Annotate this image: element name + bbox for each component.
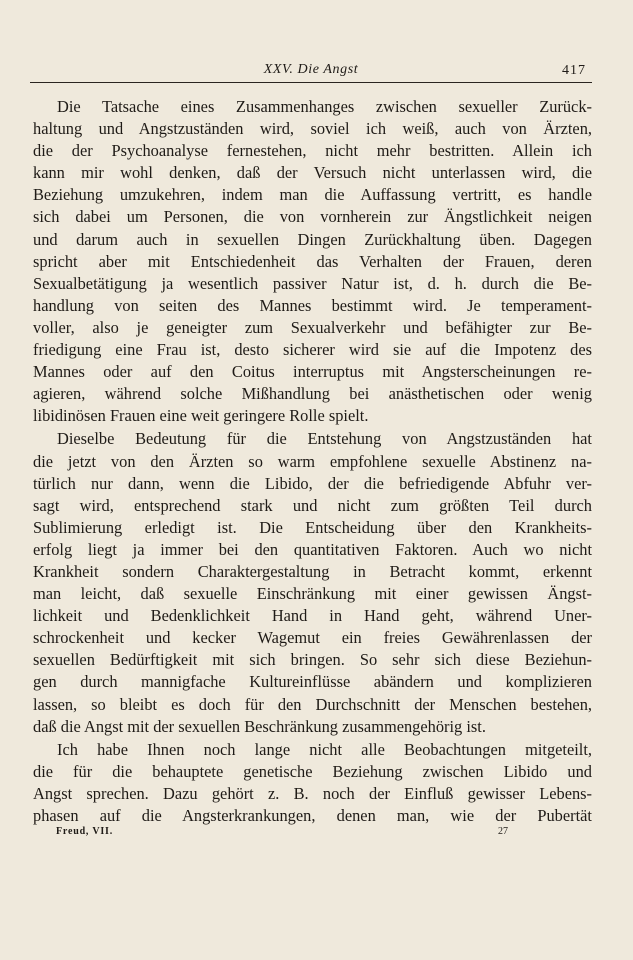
text-line: lichkeit und Bedenklichkeit Hand in Hand geht, während Uner- bbox=[33, 606, 592, 626]
text-line: handlung von seiten des Mannes bestimmt wird. Je temperament- bbox=[33, 295, 592, 315]
text-line: sich dabei um Personen, die von vornherein zur Ängstlichkeit neigen bbox=[33, 207, 592, 227]
paragraph bbox=[33, 428, 592, 737]
text-line: phasen auf die Angsterkrankungen, denen man, wie der Pubertät bbox=[33, 806, 592, 825]
text-line: Krankheit sondern Charaktergestaltung in Betracht kommt, erkennt bbox=[33, 561, 592, 581]
text-line: kann mir wohl denken, daß der Versuch nicht unterlassen wird, die bbox=[33, 163, 592, 183]
text-line: Sexualbetätigung ja wesentlich passiver Natur ist, d. h. durch die Be- bbox=[33, 273, 592, 293]
sheet-number: 27 bbox=[498, 826, 508, 837]
text-line: Beziehung umzukehren, indem man die Auffassung vertritt, es handle bbox=[33, 185, 592, 205]
body-text bbox=[33, 96, 592, 828]
text-line: die für die behauptete genetische Beziehung zwischen Libido und bbox=[33, 761, 592, 781]
text-line: die jetzt von den Ärzten so warm empfohlene sexuelle Abstinenz na- bbox=[33, 451, 592, 471]
text-line: daß die Angst mit der sexuellen Beschränkung zusammengehörig ist. bbox=[33, 716, 486, 736]
paragraph bbox=[33, 96, 592, 427]
text-line: schrockenheit und kecker Wagemut ein freies Gewährenlassen der bbox=[33, 628, 592, 648]
running-head bbox=[30, 58, 592, 83]
chapter-title: XXV. Die Angst bbox=[263, 62, 359, 77]
text-line: voller, also je geneigter zum Sexualverkehr und befähigter zur Be- bbox=[33, 317, 592, 337]
text-line: türlich nur dann, wenn die Libido, der die befriedigende Abfuhr ver- bbox=[33, 473, 592, 493]
text-line: libidinösen Frauen eine weit geringere Rolle spielt. bbox=[33, 406, 369, 426]
text-line: Die Tatsache eines Zusammenhanges zwischen sexueller Zurück- bbox=[57, 97, 592, 116]
text-line: die der Psychoanalyse fernestehen, nicht mehr bestritten. Allein ich bbox=[33, 141, 592, 161]
text-line: sagt wird, entsprechend stark und nicht zum größten Teil durch bbox=[33, 495, 592, 515]
page-number: 417 bbox=[562, 63, 586, 78]
text-line: erfolg liegt ja immer bei den quantitativen Faktoren. Auch wo nicht bbox=[33, 539, 592, 559]
text-line: haltung und Angstzuständen wird, soviel ich weiß, auch von Ärzten, bbox=[33, 119, 592, 139]
text-line: sexuellen Bedürftigkeit mit sich bringen. So sehr sich diese Beziehun- bbox=[33, 650, 592, 670]
text-line: friedigung eine Frau ist, desto sicherer wird sie auf die Impotenz des bbox=[33, 340, 592, 360]
text-line: Mannes oder auf den Coitus interruptus mit Angsterscheinungen re- bbox=[33, 362, 592, 382]
text-line: man leicht, daß sexuelle Einschränkung mit einer gewissen Ängst- bbox=[33, 584, 592, 604]
text-line: und darum auch in sexuellen Dingen Zurückhaltung üben. Dagegen bbox=[33, 229, 592, 249]
paragraph bbox=[33, 739, 592, 827]
text-line: agieren, während solche Mißhandlung bei anästhetischen oder wenig bbox=[33, 384, 592, 404]
text-line: spricht aber mit Entschiedenheit das Verhalten der Frauen, deren bbox=[33, 251, 592, 271]
text-line: gen durch mannigfache Kultureinflüsse abändern und komplizieren bbox=[33, 672, 592, 692]
text-line: Ich habe Ihnen noch lange nicht alle Beobachtungen mitgeteilt, bbox=[57, 739, 592, 759]
text-line: Dieselbe Bedeutung für die Entstehung von Angstzuständen hat bbox=[57, 429, 592, 449]
text-line: Sublimierung erledigt ist. Die Entscheidung über den Krankheits- bbox=[33, 517, 592, 537]
text-line: Angst sprechen. Dazu gehört z. B. noch der Einfluß gewisser Lebens- bbox=[33, 783, 592, 803]
printer-signature: Freud, VII. bbox=[56, 826, 114, 837]
text-line: lassen, so bleibt es doch für den Durchschnitt der Menschen bestehen, bbox=[33, 694, 592, 714]
